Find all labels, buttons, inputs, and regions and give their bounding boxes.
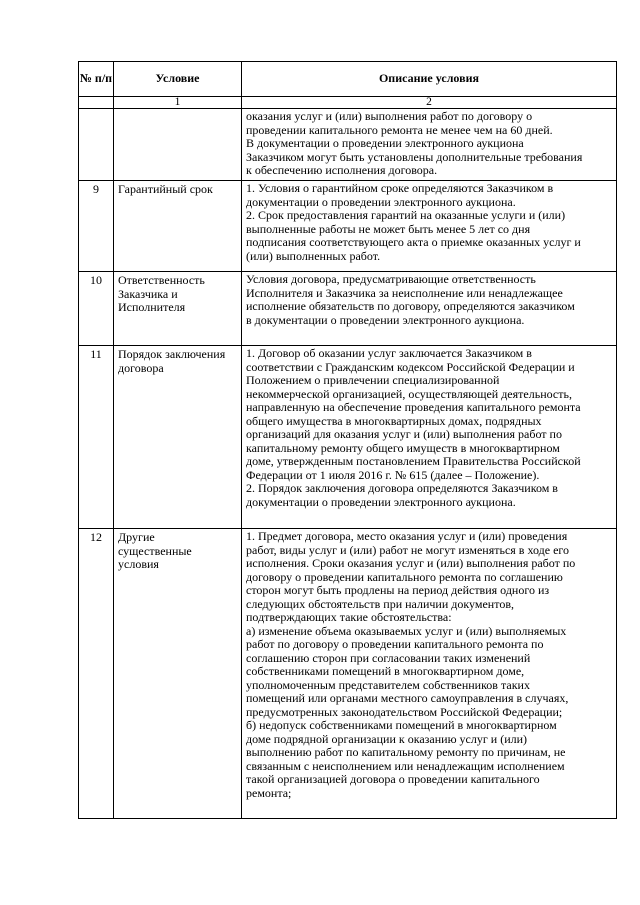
description-line: 2. Срок предоставления гарантий на оказанные услуги и (или) xyxy=(246,208,566,222)
description-line: исполнение обязательств по договору, определяются заказчиком xyxy=(246,299,575,313)
description-line: общего имущества в многоквартирных домах, подрядных xyxy=(246,413,542,428)
description-line: Условия договора, предусматривающие ответственность xyxy=(246,272,536,286)
description-line: доме, утвержденным постановлением Правительства Российской xyxy=(246,454,581,468)
condition-line: договора xyxy=(118,360,164,375)
row-description xyxy=(242,272,617,346)
description-line: 2. Порядок заключения договора определяются Заказчиком в xyxy=(246,481,558,495)
description-line: сторон могут быть продлены на период действия одного из xyxy=(246,583,550,597)
description-line: Заказчиком могут быть установлены дополнительные требования xyxy=(246,149,583,164)
row-description xyxy=(242,109,617,181)
description-line: уполномоченным представителем собственников таких xyxy=(246,677,530,692)
header-num xyxy=(79,62,114,97)
description-line: проведении капитального ремонта не менее чем на 60 дней. xyxy=(246,122,553,137)
description-line: а) изменение объема оказываемых услуг и (или) выполняемых xyxy=(246,623,567,638)
column-number-2: 2 xyxy=(242,97,617,109)
row-number: 11 xyxy=(90,347,102,361)
column-number-row xyxy=(79,97,617,109)
description-line: предусмотренных законодательством Российской Федерации; xyxy=(246,704,563,719)
condition-line: Порядок заключения xyxy=(118,347,226,361)
description-line: в документации о проведении электронного аукциона. xyxy=(246,312,525,327)
row-condition xyxy=(114,109,242,181)
column-number-1: 1 xyxy=(114,97,242,109)
description-line: собственниками помещений в многоквартирном доме, xyxy=(246,664,525,678)
description-line: документации о проведении электронного аукциона. xyxy=(246,494,516,509)
row-number: 12 xyxy=(90,530,102,544)
row-condition xyxy=(114,529,242,819)
condition-line: условия xyxy=(118,557,159,571)
description-line: б) недопуск собственниками помещений в многоквартирном xyxy=(246,718,557,732)
description-line: помещений или органами местного самоуправления в случаях, xyxy=(246,691,569,705)
description-line: документации о проведении электронного аукциона. xyxy=(246,194,516,209)
condition-line: Заказчика и xyxy=(118,286,178,301)
table-row xyxy=(79,346,617,529)
description-line: исполнения. Сроки оказания услуг и (или) выполнения работ по xyxy=(246,556,576,570)
conditions-table xyxy=(78,61,617,819)
description-line: выполненные работы не может быть менее 5 лет со дня xyxy=(246,221,531,236)
condition-line: существенные xyxy=(118,543,192,558)
condition-line: Гарантийный срок xyxy=(118,182,213,196)
description-line: 1. Договор об оказании услуг заключается Заказчиком в xyxy=(246,346,532,360)
row-num xyxy=(79,181,114,272)
header-condition: Условие xyxy=(114,62,242,97)
table-row xyxy=(79,109,617,181)
column-number-empty xyxy=(79,97,114,109)
description-line: Федерации от 1 июля 2016 г. № 615 (далее – Положение). xyxy=(246,467,540,482)
table-header-row xyxy=(79,62,617,97)
description-line: работ по договору о проведении капитального ремонта по xyxy=(246,637,544,651)
description-line: к обеспечению исполнения договора. xyxy=(246,163,438,177)
description-line: ремонта; xyxy=(246,785,292,800)
row-description xyxy=(242,529,617,819)
description-line: Исполнителя и Заказчика за неисполнение или ненадлежащее xyxy=(246,285,563,300)
description-line: оказания услуг и (или) выполнения работ по договору о xyxy=(246,109,533,123)
table-row xyxy=(79,529,617,819)
row-description xyxy=(242,346,617,529)
row-num xyxy=(79,109,114,181)
description-line: организаций для оказания услуг и (или) выполнения работ по xyxy=(246,427,562,441)
description-line: работ, виды услуг и (или) работ не могут изменяться в ходе его xyxy=(246,542,570,557)
header-description: Описание условия xyxy=(242,62,617,97)
row-description xyxy=(242,181,617,272)
table-row xyxy=(79,181,617,272)
description-line: Положением о привлечении специализированной xyxy=(246,373,500,387)
description-line: такой организацией договора о проведении капитального xyxy=(246,772,540,786)
row-num xyxy=(79,272,114,346)
description-line: соглашению сторон при согласовании таких изменений xyxy=(246,650,531,665)
description-line: подтверждающих такие обстоятельства: xyxy=(246,610,452,624)
description-line: следующих обстоятельств при наличии документов, xyxy=(246,596,514,611)
row-condition xyxy=(114,181,242,272)
row-condition xyxy=(114,272,242,346)
row-number: 9 xyxy=(93,182,99,196)
row-number: 10 xyxy=(90,273,102,287)
description-line: договору о проведении капитального ремонта по соглашению xyxy=(246,569,563,584)
condition-line: Другие xyxy=(118,530,155,544)
description-line: направленную на обеспечение проведения капитального ремонта xyxy=(246,400,581,414)
condition-line: Ответственность xyxy=(118,273,205,287)
description-line: некоммерческой организацией, осуществляющей деятельность, xyxy=(246,386,572,401)
description-line: 1. Предмет договора, место оказания услуг и (или) проведения xyxy=(246,529,568,543)
row-num xyxy=(79,529,114,819)
description-line: выполнению работ по капитальному ремонту по причинам, не xyxy=(246,745,566,759)
description-line: В документации о проведении электронного аукциона xyxy=(246,136,524,150)
description-line: связанным с неисполнением или ненадлежащим исполнением xyxy=(246,758,565,773)
description-line: доме подрядной организации к оказанию услуг и (или) xyxy=(246,731,528,746)
description-line: подписания соответствующего акта о приемке оказанных услуг и xyxy=(246,235,581,249)
row-condition xyxy=(114,346,242,529)
description-line: капитальному ремонту общего имуществ в многоквартирном xyxy=(246,440,560,455)
condition-line: Исполнителя xyxy=(118,300,186,314)
description-line: (или) выполненных работ. xyxy=(246,248,381,263)
header-num-label: № п/п xyxy=(79,71,113,86)
description-line: соответствии с Гражданским кодексом Российской Федерации и xyxy=(246,359,575,374)
description-line: 1. Условия о гарантийном сроке определяются Заказчиком в xyxy=(246,181,554,195)
table-row xyxy=(79,272,617,346)
row-num xyxy=(79,346,114,529)
